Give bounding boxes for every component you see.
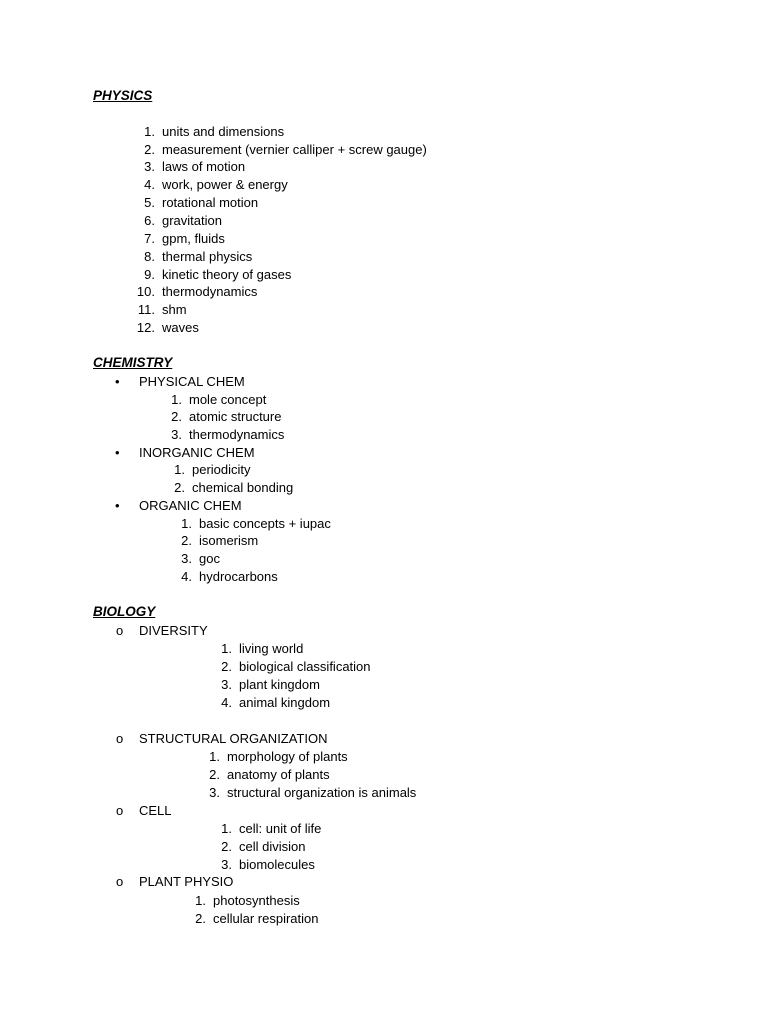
- list-item: cell: unit of life: [239, 821, 322, 836]
- group-label: DIVERSITY: [139, 623, 208, 638]
- list-item: biological classification: [239, 659, 371, 674]
- group-label: PLANT PHYSIO: [139, 874, 234, 889]
- list-number: 1.: [181, 516, 192, 531]
- list-item: isomerism: [199, 533, 259, 548]
- list-item: thermodynamics: [189, 427, 285, 442]
- list-number: 2.: [221, 659, 232, 674]
- list-item: rotational motion: [162, 195, 259, 210]
- bullet-icon: •: [115, 374, 120, 389]
- list-number: 10.: [136, 284, 155, 299]
- list-item: thermodynamics: [162, 284, 258, 299]
- list-number: 2.: [174, 480, 185, 495]
- list-number: 11.: [137, 302, 155, 317]
- list-item: units and dimensions: [162, 124, 285, 139]
- list-number: 2.: [195, 911, 206, 926]
- list-item: measurement (vernier calliper + screw gauge): [162, 142, 427, 157]
- list-number: 1.: [174, 462, 185, 477]
- list-item: gravitation: [162, 213, 222, 228]
- list-item: gpm, fluids: [162, 231, 225, 246]
- section-heading-biology: BIOLOGY: [93, 604, 156, 619]
- hollow-bullet-icon: o: [116, 731, 124, 746]
- bullet-icon: •: [115, 498, 120, 513]
- list-item: work, power & energy: [162, 177, 288, 192]
- list-item: animal kingdom: [239, 695, 331, 710]
- list-item: biomolecules: [239, 857, 315, 872]
- list-number: 2.: [209, 767, 220, 782]
- list-number: 3.: [221, 677, 232, 692]
- list-item: chemical bonding: [192, 480, 294, 495]
- list-item: mole concept: [189, 392, 267, 407]
- section-heading-physics: PHYSICS: [93, 88, 153, 103]
- list-number: 4.: [181, 569, 192, 584]
- list-number: 3.: [221, 857, 232, 872]
- list-item: goc: [199, 551, 220, 566]
- list-number: 7.: [144, 231, 155, 246]
- list-item: hydrocarbons: [199, 569, 278, 584]
- list-number: 3.: [209, 785, 220, 800]
- hollow-bullet-icon: o: [116, 623, 124, 638]
- list-number: 1.: [144, 124, 155, 139]
- hollow-bullet-icon: o: [116, 803, 124, 818]
- list-item: plant kingdom: [239, 677, 320, 692]
- list-number: 12.: [136, 320, 155, 335]
- group-label: ORGANIC CHEM: [139, 498, 242, 513]
- list-number: 3.: [171, 427, 182, 442]
- section-heading-chemistry: CHEMISTRY: [93, 355, 173, 370]
- list-item: thermal physics: [162, 249, 253, 264]
- list-number: 1.: [209, 749, 220, 764]
- list-item: kinetic theory of gases: [162, 267, 292, 282]
- list-number: 8.: [144, 249, 155, 264]
- list-number: 4.: [221, 695, 232, 710]
- list-item: laws of motion: [162, 159, 246, 174]
- group-label: INORGANIC CHEM: [139, 445, 255, 460]
- list-item: structural organization is animals: [227, 785, 417, 800]
- group-label: CELL: [139, 803, 172, 818]
- list-number: 4.: [144, 177, 155, 192]
- list-number: 1.: [221, 821, 232, 836]
- list-number: 9.: [144, 267, 155, 282]
- bullet-icon: •: [115, 445, 120, 460]
- list-number: 6.: [144, 213, 155, 228]
- list-number: 2.: [144, 142, 155, 157]
- group-label: STRUCTURAL ORGANIZATION: [139, 731, 328, 746]
- list-number: 1.: [171, 392, 182, 407]
- list-number: 2.: [181, 533, 192, 548]
- list-item: morphology of plants: [227, 749, 348, 764]
- list-item: periodicity: [192, 462, 251, 477]
- list-item: living world: [239, 641, 304, 656]
- list-number: 5.: [144, 195, 155, 210]
- group-label: PHYSICAL CHEM: [139, 374, 245, 389]
- list-item: basic concepts + iupac: [199, 516, 331, 531]
- list-number: 1.: [195, 893, 206, 908]
- list-item: photosynthesis: [213, 893, 300, 908]
- list-item: atomic structure: [189, 409, 282, 424]
- list-number: 3.: [181, 551, 192, 566]
- list-item: cellular respiration: [213, 911, 319, 926]
- list-number: 2.: [171, 409, 182, 424]
- list-item: shm: [162, 302, 187, 317]
- list-item: anatomy of plants: [227, 767, 330, 782]
- hollow-bullet-icon: o: [116, 874, 124, 889]
- list-number: 2.: [221, 839, 232, 854]
- list-number: 3.: [144, 159, 155, 174]
- list-item: waves: [162, 320, 199, 335]
- list-item: cell division: [239, 839, 306, 854]
- list-number: 1.: [221, 641, 232, 656]
